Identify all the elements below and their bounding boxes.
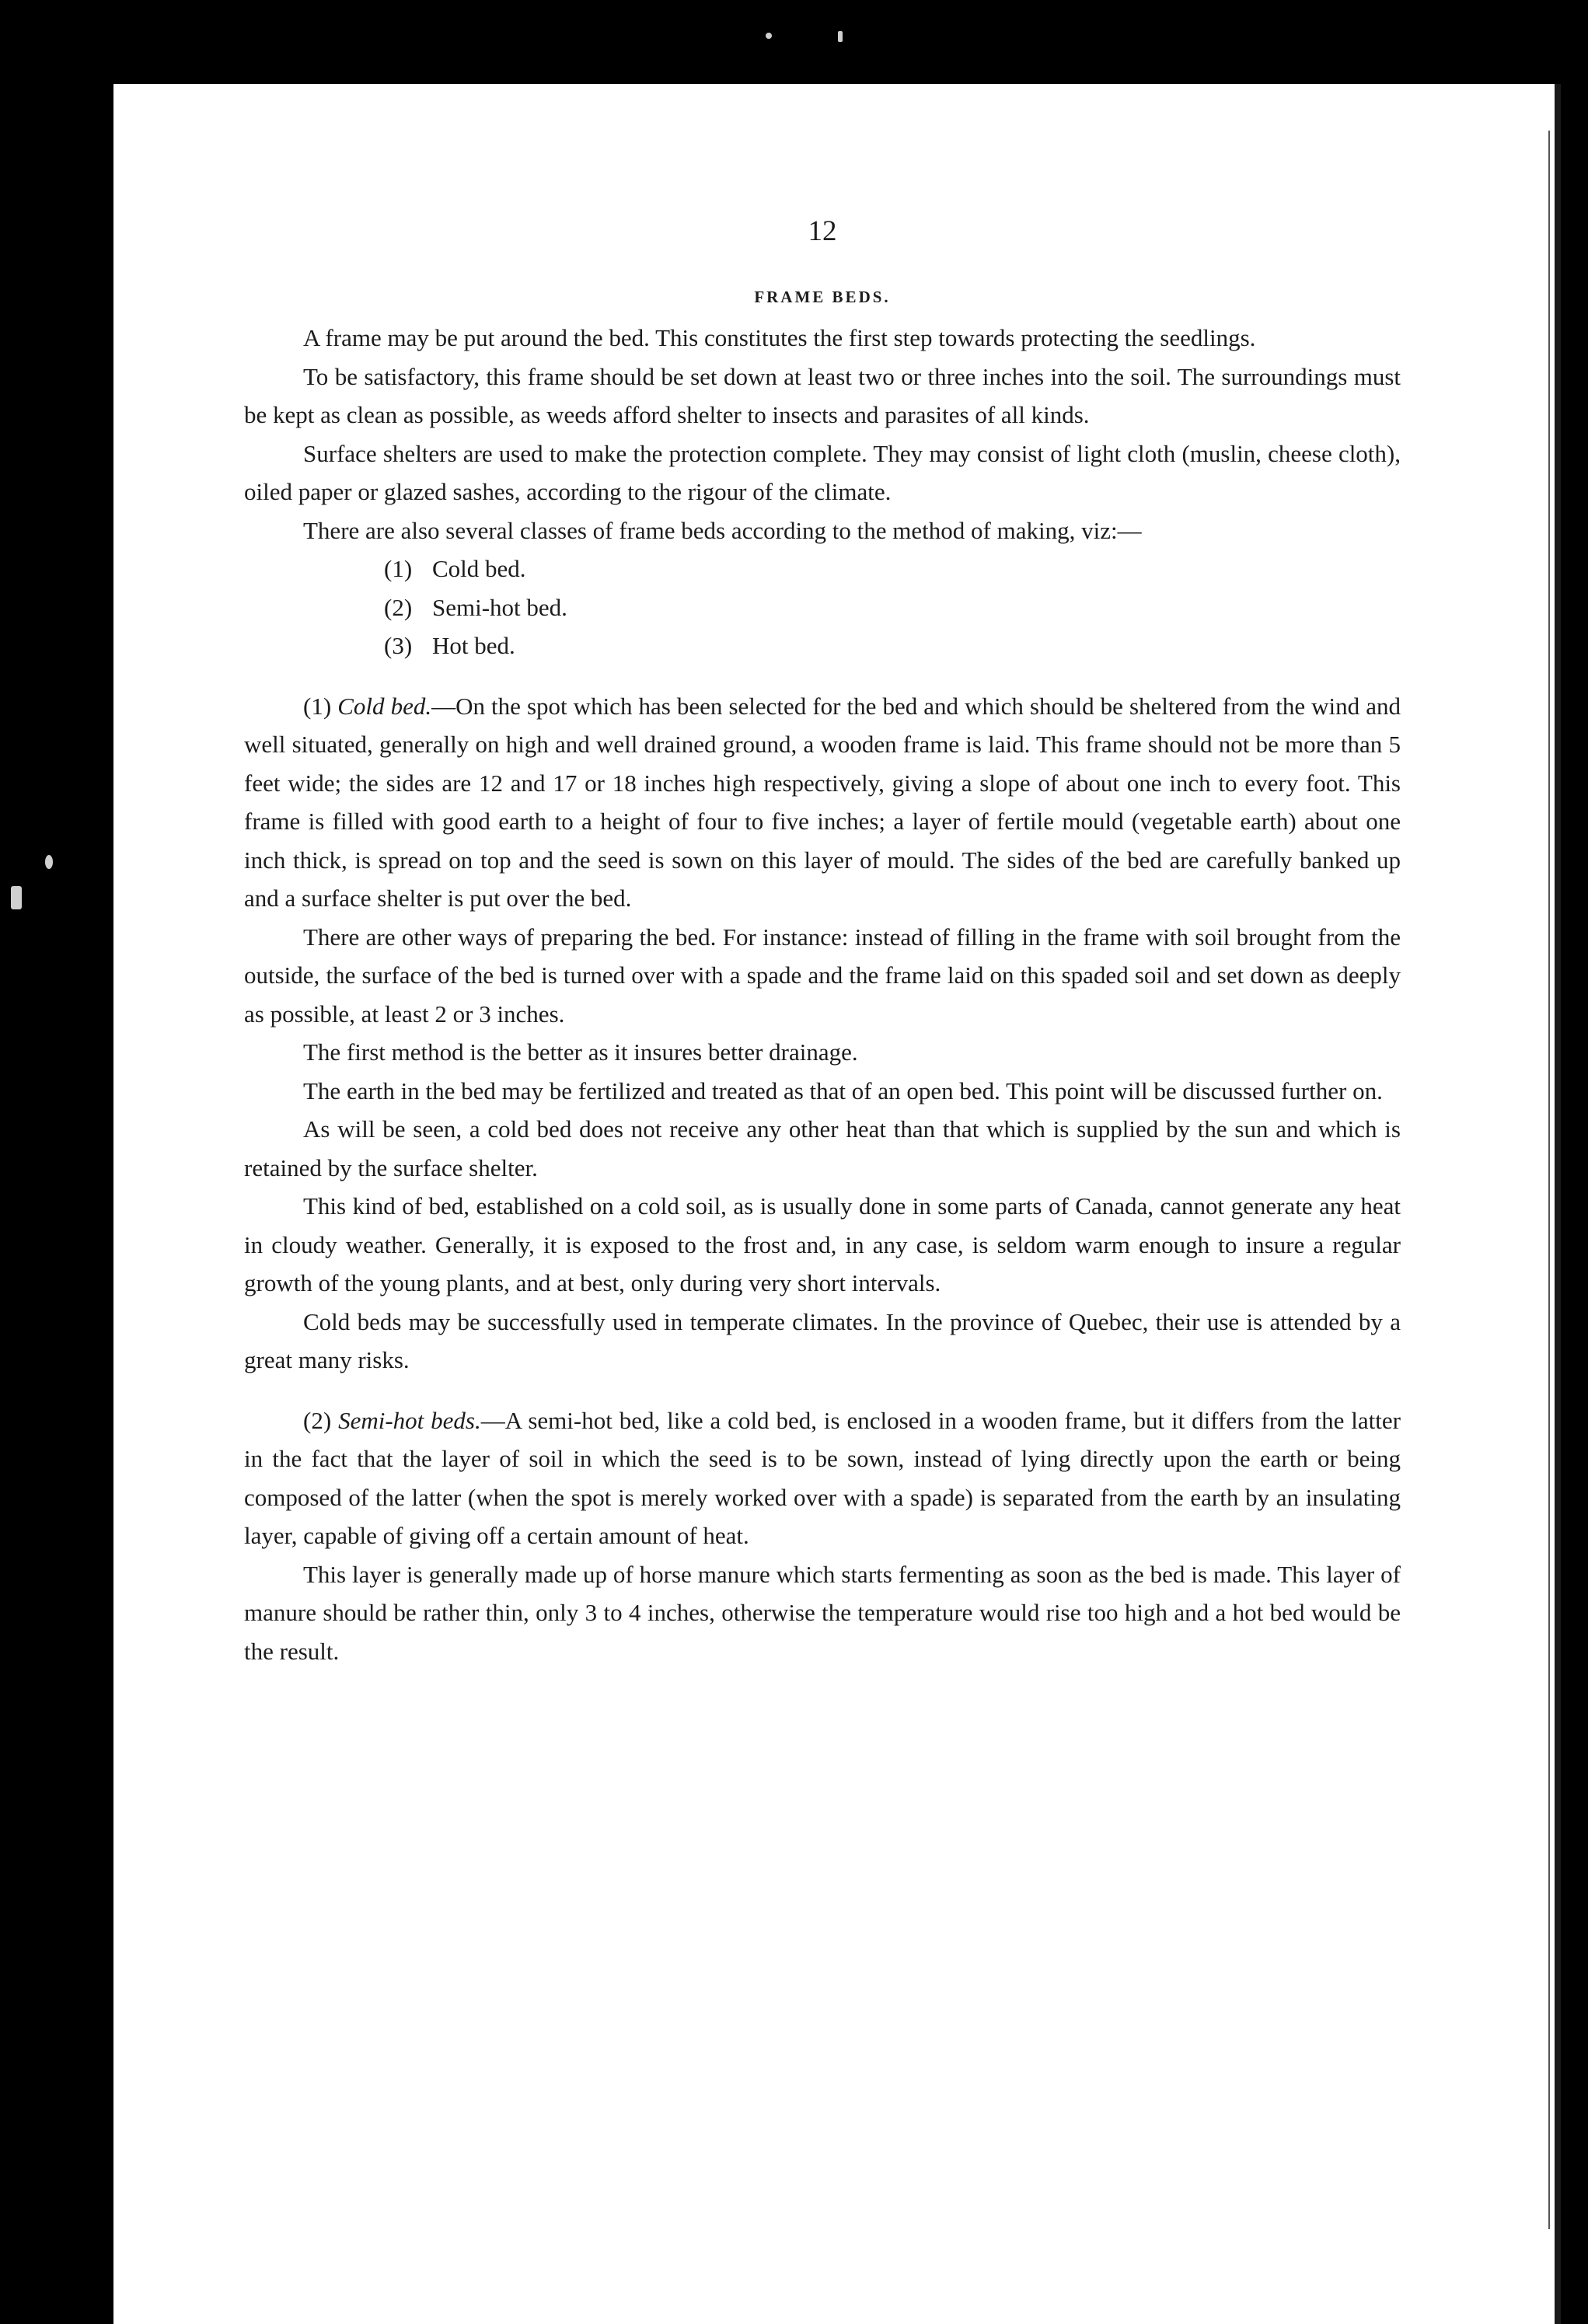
scan-border-top	[0, 0, 1588, 84]
section-heading: FRAME BEDS.	[754, 288, 891, 306]
section-text: —A semi-hot bed, like a cold bed, is enclosed in a wooden frame, but it differs from the latter in the fact that the layer of soil in which the seed is to be sown, instead of lying directly upon the earth or being composed of the latter (when the spot is merely worked over with a spade) is separated from the earth by an insulating layer, capable of giving off a certain amount of heat.	[244, 1406, 1401, 1549]
page-number: 12	[808, 215, 837, 247]
page-edge-line	[1548, 131, 1550, 2229]
list-item	[384, 588, 1401, 627]
list-number: (1)	[384, 555, 413, 582]
paragraph: A frame may be put around the bed. This constitutes the first step towards protecting the seedlings.	[303, 324, 1256, 351]
scan-speck	[766, 33, 772, 39]
section-text: —On the spot which has been selected for the bed and which should be sheltered from the wind and well situated, generally on high and well drained ground, a wooden frame is laid. This frame should not be more than 5 feet wide; the sides are 12 and 17 or 18 inches high respectively, giving a slope of about one inch to every foot. This frame is filled with good earth to a height of four to five inches; a layer of fertile mould (vegetable earth) about one inch thick, is spread on top and the seed is sown on this layer of mould. The sides of the bed are carefully banked up and a surface shelter is put over the bed.	[244, 692, 1401, 912]
scan-border-left	[0, 839, 113, 1150]
list-number: (3)	[384, 632, 413, 659]
scan-speck	[838, 31, 843, 42]
paragraph: Surface shelters are used to make the protection complete. They may consist of light cloth (muslin, cheese cloth), oiled paper or glazed sashes, according to the rigour of the climate.	[244, 439, 1401, 505]
list-item	[384, 550, 1401, 588]
paragraph: There are other ways of preparing the bed. For instance: instead of filling in the frame with soil brought from the outside, the surface of the bed is turned over with a spade and the frame laid on this spaded soil and set down as deeply as possible, at least 2 or 3 inches.	[244, 923, 1401, 1028]
section-title: Cold bed.	[337, 692, 432, 720]
paragraph: The first method is the better as it insures better drainage.	[303, 1038, 858, 1066]
scan-speck	[11, 886, 22, 909]
list-number: (2)	[384, 593, 413, 621]
paragraph: The earth in the bed may be fertilized and treated as that of an open bed. This point will be discussed further on.	[303, 1077, 1383, 1104]
paragraph: This kind of bed, established on a cold soil, as is usually done in some parts of Canada, cannot generate any heat in cloudy weather. Generally, it is exposed to the frost and, in any case, is seldom warm enough to insure a regular growth of the young plants, and at best, only during very short intervals.	[244, 1192, 1401, 1296]
list-label: Cold bed.	[432, 555, 526, 582]
bed-classes-list	[244, 550, 1401, 665]
page-edge-shadow	[1555, 84, 1561, 2324]
document-page	[113, 84, 1561, 2324]
page-content	[244, 216, 1401, 1670]
paragraph: There are also several classes of frame beds according to the method of making, viz:—	[303, 516, 1142, 544]
list-label: Hot bed.	[432, 632, 515, 659]
paragraph: As will be seen, a cold bed does not receive any other heat than that which is supplied by the sun and which is retained by the surface shelter.	[244, 1115, 1401, 1181]
paragraph: This layer is generally made up of horse manure which starts fermenting as soon as the bed is made. This layer of manure should be rather thin, only 3 to 4 inches, otherwise the temperature would rise too high and a hot bed would be the result.	[244, 1560, 1401, 1665]
scan-speck	[45, 855, 53, 869]
cold-bed-paragraph	[244, 687, 1401, 918]
list-item	[384, 626, 1401, 665]
paragraph: Cold beds may be successfully used in temperate climates. In the province of Quebec, their use is attended by a great many risks.	[244, 1307, 1401, 1373]
section-number: (1)	[303, 692, 332, 720]
list-label: Semi-hot bed.	[432, 593, 567, 621]
section-title: Semi-hot beds.	[338, 1406, 481, 1434]
semi-hot-bed-paragraph	[244, 1401, 1401, 1555]
section-number: (2)	[303, 1406, 332, 1434]
paragraph: To be satisfactory, this frame should be set down at least two or three inches into the soil. The surroundings must be kept as clean as possible, as weeds afford shelter to insects and parasites of all kinds.	[244, 362, 1401, 428]
